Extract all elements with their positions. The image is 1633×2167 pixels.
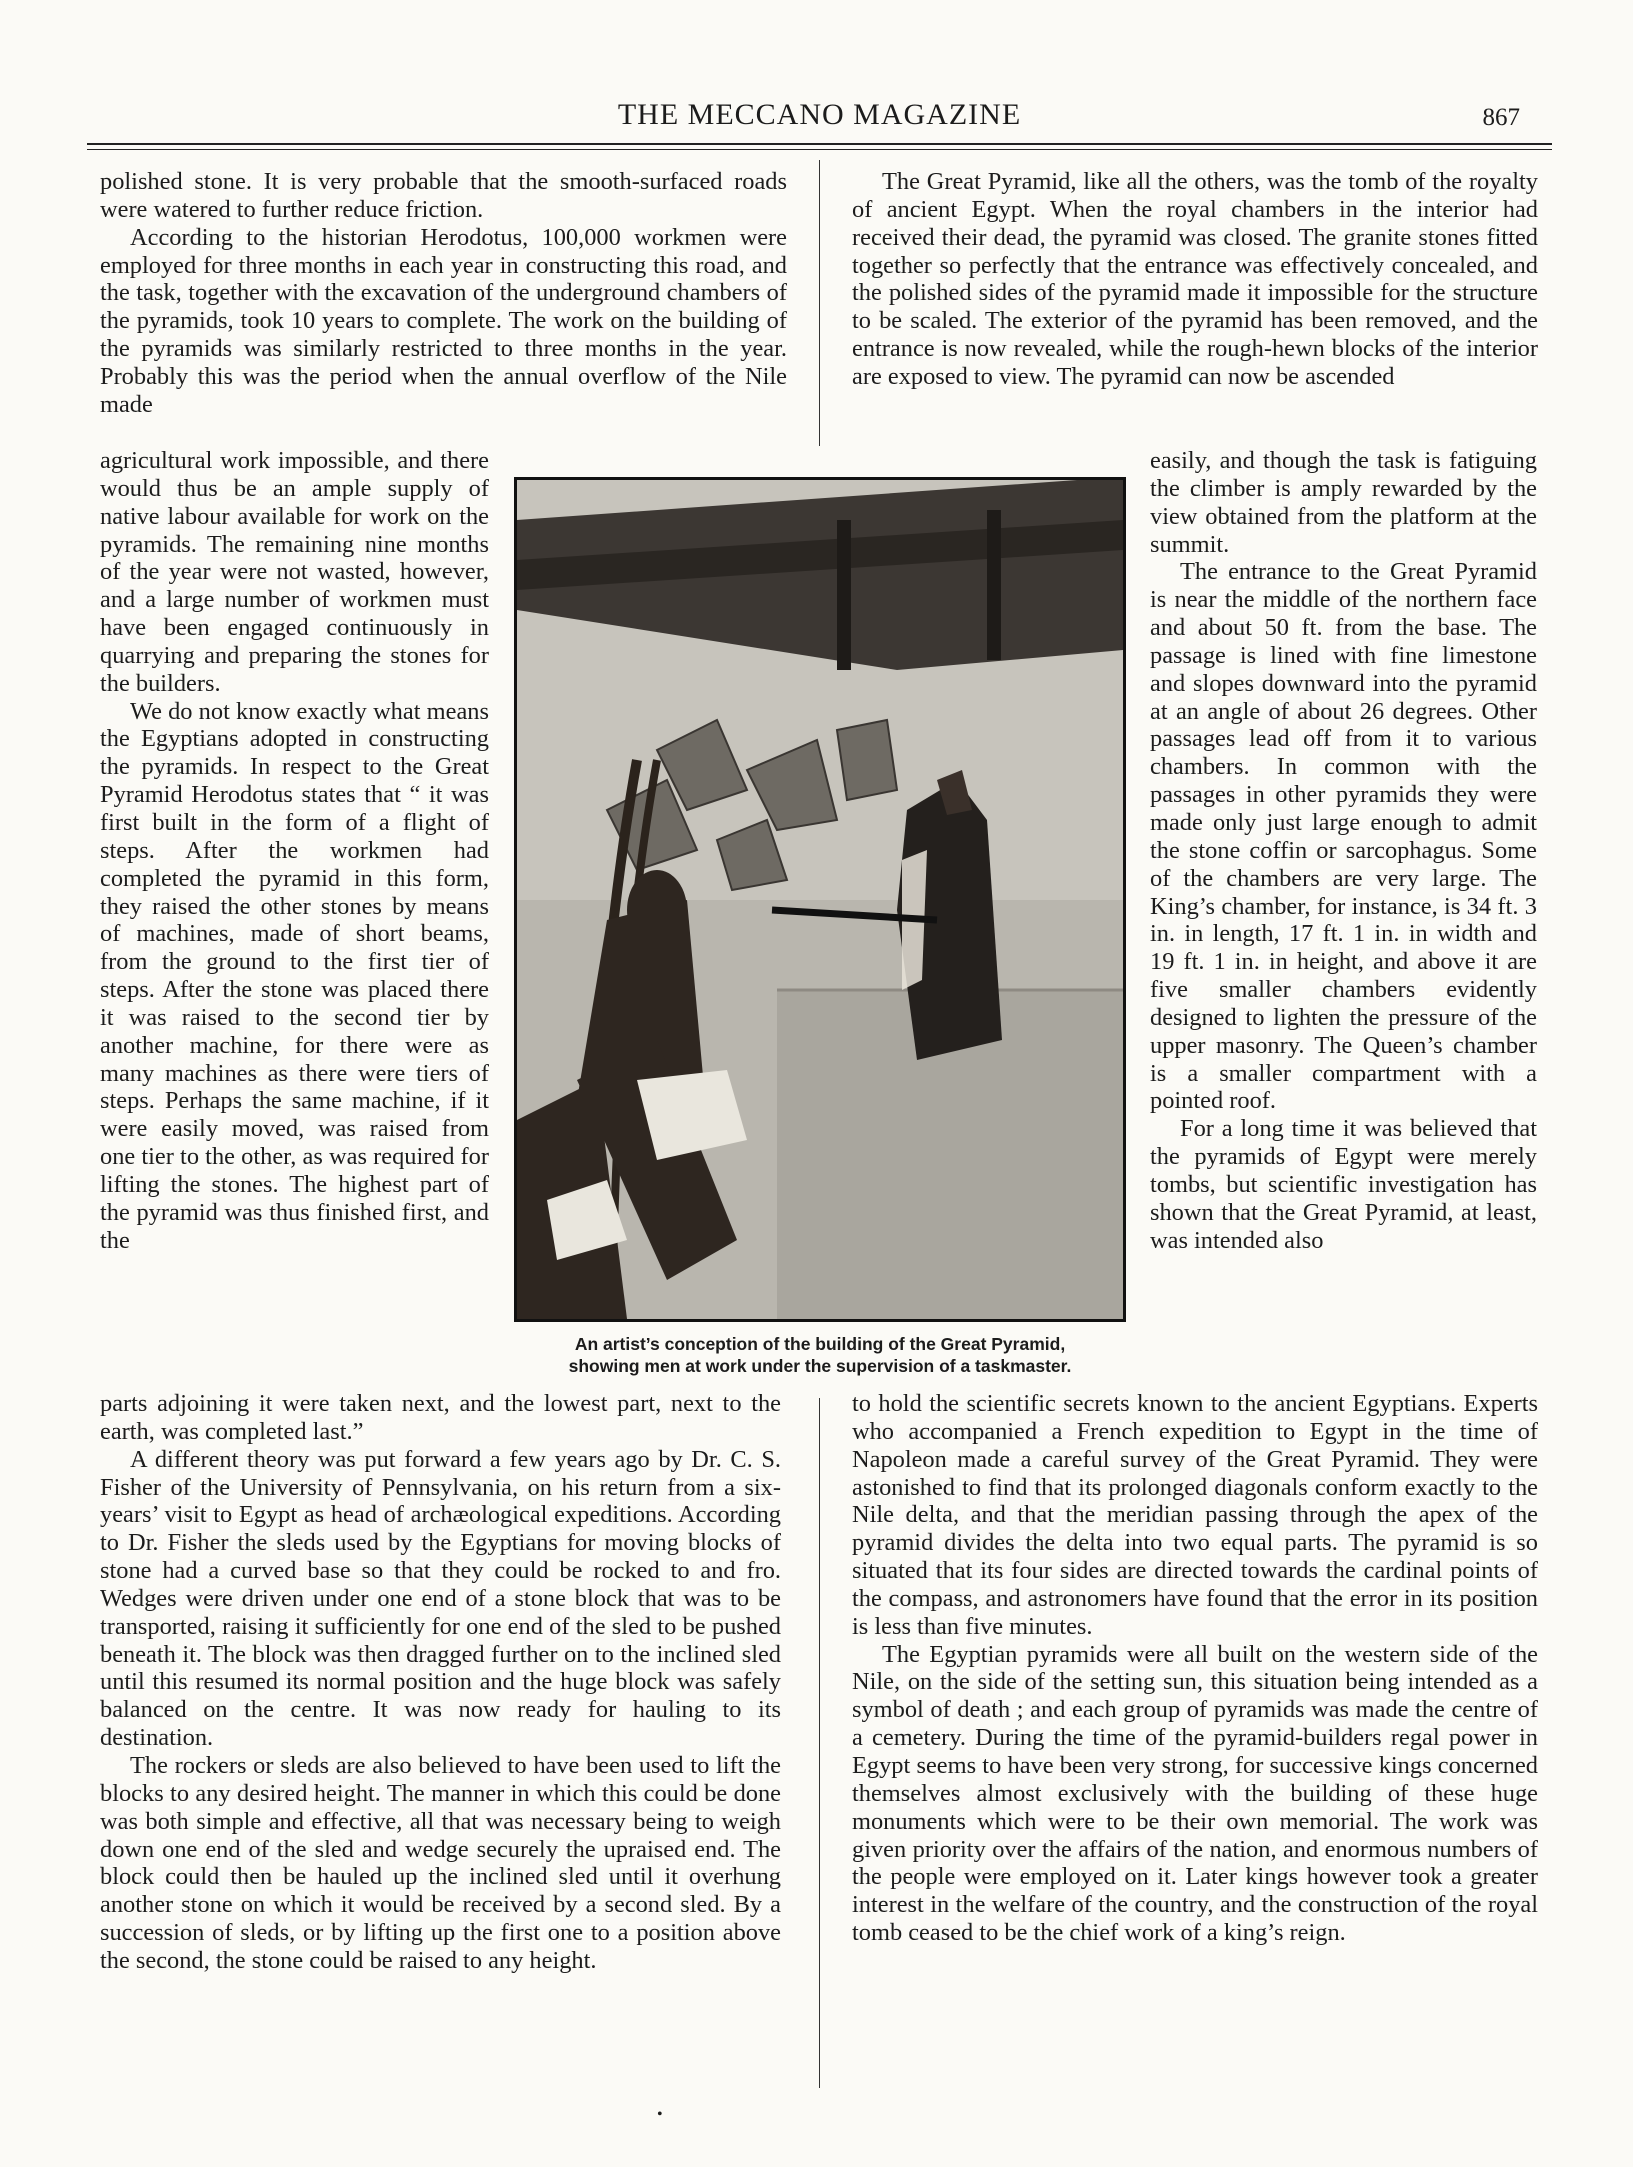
paragraph: We do not know exactly what means the Egyptians adopted in constructing the pyramids. In respect to the Great Pyramid Herodotus states that “ it was first built in the form of a flight of steps. After the workmen had completed the pyramid in this form, they raised the other stones by means of machines, made of short beams, from the ground to the first tier of steps. After the stone was placed there it was raised to the second tier by another machine, for there were as many machines as there were tiers of steps. Perhaps the same machine, if it were easily moved, was raised from one tier to the other, as was required for lifting the stones. The highest part of the pyramid was thus finished first, and the — [100, 697, 489, 1254]
paragraph: The Great Pyramid, like all the others, was the tomb of the royalty of ancient Egypt. When the royal chambers in the interior had received their dead, the pyramid was closed. The granite stones fitted together so perfectly that the entrance was effectively concealed, and the polished sides of the pyramid made it impossible for the structure to be scaled. The exterior of the pyramid has been removed, and the entrance is now revealed, while the rough-hewn blocks of the interior are exposed to view. The pyramid can now be ascended — [852, 168, 1538, 390]
paragraph: polished stone. It is very probable that the smooth-surfaced roads were watered to further reduce friction. — [100, 168, 787, 223]
paragraph: to hold the scientific secrets known to the ancient Egyptians. Experts who accompanied a French expedition to Egypt in the time of Napoleon made a careful survey of the Great Pyramid. They were astonished to find that its prolonged diagonals conform exactly to the Nile delta, and that the meridian passing through the apex of the pyramid divides the delta into two equal parts. The pyramid is so situated that its four sides are directed towards the cardinal points of the compass, and astronomers have found that the error in its position is less than five minutes. — [852, 1390, 1538, 1640]
page-mark: • — [657, 2106, 663, 2123]
left-column-wrapped-text — [100, 447, 489, 1254]
paragraph: For a long time it was believed that the pyramids of Egypt were merely tombs, but scientific investigation has shown that the Great Pyramid, at least, was intended also — [1150, 1115, 1537, 1254]
column-divider — [819, 1398, 820, 2088]
magazine-title: THE MECCANO MAGAZINE — [617, 98, 1022, 131]
right-column-wrapped-text — [1150, 447, 1537, 1254]
paragraph: parts adjoining it were taken next, and the lowest part, next to the earth, was completed last.” — [100, 1390, 781, 1445]
left-column-top-text — [100, 168, 787, 419]
pyramid-illustration — [514, 477, 1126, 1322]
paragraph: easily, and though the task is fatiguing the climber is amply rewarded by the view obtained from the platform at the summit. — [1150, 447, 1537, 558]
illustration-drawing — [517, 480, 1123, 1319]
paragraph: The Egyptian pyramids were all built on the western side of the Nile, on the side of the setting sun, this situation being intended as a symbol of death ; and each group of pyramids was made the centre of a cemetery. During the time of the pyramid-builders regal power in Egypt seems to have been very strong, for successive kings concerned themselves almost exclusively with the building of these huge monuments which were to be their own memorial. The work was given priority over the affairs of the nation, and enormous numbers of the people were employed on it. Later kings however took a greater interest in the welfare of the country, and the construction of the royal tomb ceased to be the chief work of a king’s reign. — [852, 1640, 1538, 1947]
caption-line: showing men at work under the supervision of a taskmaster. — [568, 1356, 1072, 1376]
paragraph: agricultural work impossible, and there would thus be an ample supply of native labour available for work on the pyramids. The remaining nine months of the year were not wasted, however, and a large number of workmen must have been engaged continuously in quarrying and preparing the stones for the builders. — [100, 447, 489, 697]
page-number: 867 — [1482, 104, 1520, 131]
paragraph: The entrance to the Great Pyramid is near the middle of the northern face and about 50 ft. from the base. The passage is lined with fine limestone and slopes downward into the pyramid at an angle of about 26 degrees. Other passages lead off from it to various chambers. In common with the passages in other pyramids they were made only just large enough to admit the stone coffin or sarcophagus. Some of the chambers are very large. The King’s chamber, for instance, is 34 ft. 3 in. in length, 17 ft. 1 in. in width and 19 ft. 1 in. in height, and above it are five smaller chambers evidently designed to lighten the pressure of the upper masonry. The Queen’s chamber is a smaller compartment with a pointed roof. — [1150, 558, 1537, 1115]
header-rule-thin — [87, 149, 1552, 150]
paragraph: According to the historian Herodotus, 100,000 workmen were employed for three months in each year in constructing this road, and the task, together with the excavation of the underground chambers of the pyramids, took 10 years to complete. The work on the building of the pyramids was similarly restricted to three months in the year. Probably this was the period when the annual overflow of the Nile made — [100, 223, 787, 418]
caption-line: An artist’s conception of the building of the Great Pyramid, — [574, 1334, 1066, 1354]
column-divider — [819, 160, 820, 446]
running-header — [87, 98, 1552, 138]
figure-caption — [505, 1333, 1135, 1377]
right-column-bottom-text — [852, 1390, 1538, 1947]
paragraph: A different theory was put forward a few years ago by Dr. C. S. Fisher of the University of Pennsylvania, on his return from a six-years’ visit to Egypt as head of archæological expeditions. According to Dr. Fisher the sleds used by the Egyptians for moving blocks of stone had a curved base so that they could be rocked to and fro. Wedges were driven under one end of a stone block that was to be transported, raising it sufficiently for one end of the sled to be pushed beneath it. The block was then dragged further on to the inclined sled until this resumed its normal position and the huge block was safely balanced on the centre. It was now ready for hauling to its destination. — [100, 1445, 781, 1752]
paragraph: The rockers or sleds are also believed to have been used to lift the blocks to any desired height. The manner in which this could be done was both simple and effective, all that was necessary being to weigh down one end of the sled and wedge securely the upraised end. The block could then be hauled up the inclined sled until it overhung another stone on which it would be received by a second sled. By a succession of sleds, or by lifting up the first one to a position above the second, the stone could be raised to any height. — [100, 1751, 781, 1974]
header-rule — [87, 143, 1552, 145]
left-column-bottom-text — [100, 1390, 781, 1975]
right-column-top-text — [852, 168, 1538, 391]
